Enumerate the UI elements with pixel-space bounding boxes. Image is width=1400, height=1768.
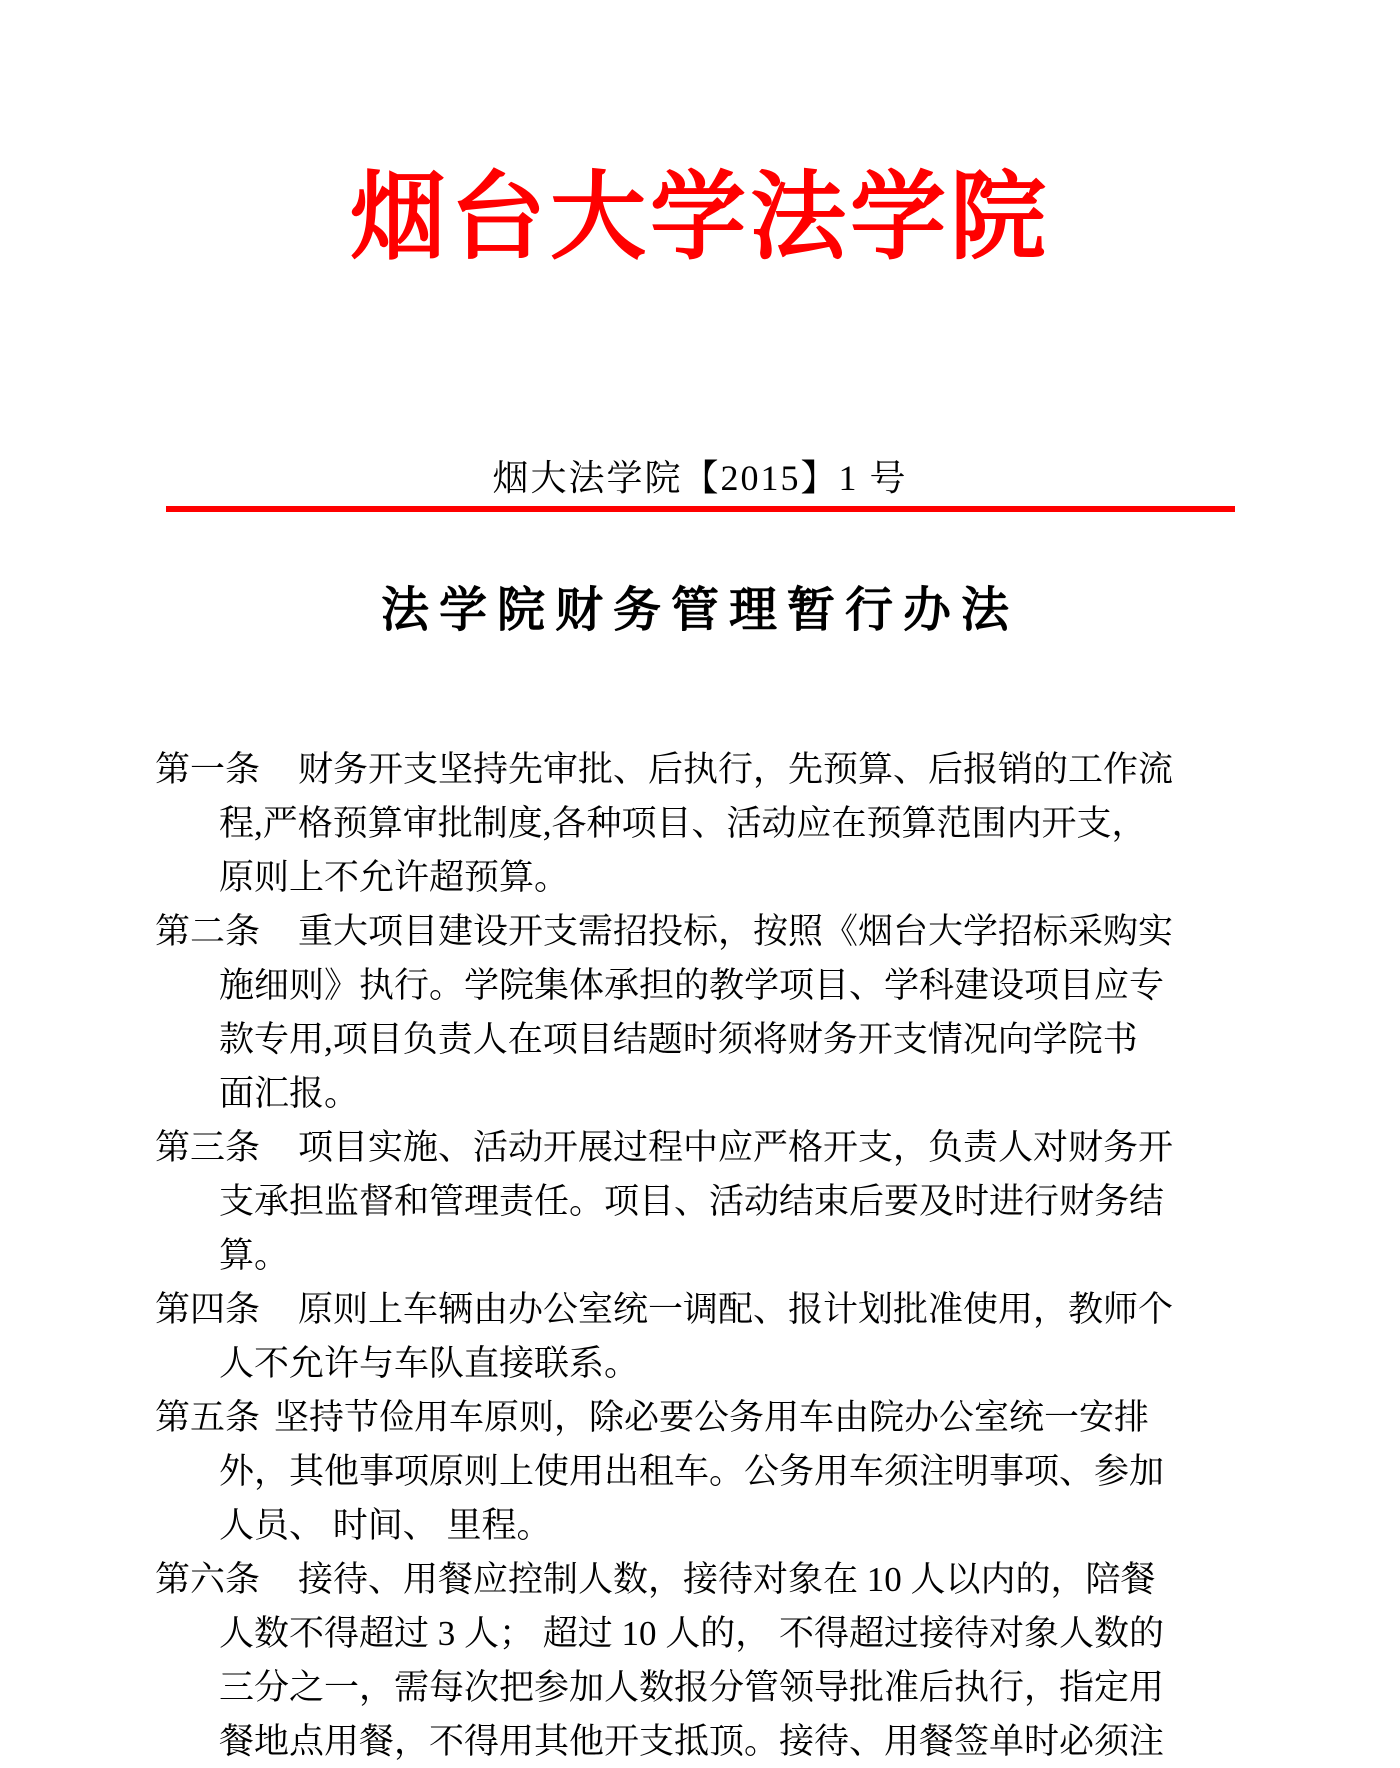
- red-divider-rule: [166, 506, 1235, 512]
- article-5-text: 坚持节俭用车原则，除必要公务用车由院办公室统一安排: [274, 1398, 1150, 1437]
- articles-body: [0, 743, 1400, 1768]
- article-2-line-3: 款专用,项目负责人在项目结题时须将财务开支情况向学院书: [219, 1020, 1138, 1059]
- article-4-text: 原则上车辆由办公室统一调配、报计划批准使用，教师个: [298, 1290, 1174, 1329]
- article-5-line-1: [155, 1391, 1280, 1445]
- article-3-line-1: [155, 1121, 1280, 1175]
- article-3: [155, 1121, 1280, 1283]
- article-5-number: 第五条: [155, 1398, 261, 1437]
- article-2: [155, 905, 1280, 1121]
- article-6-line-1: [155, 1553, 1280, 1607]
- doc-number: 烟大法学院【2015】1 号: [492, 458, 908, 498]
- letterhead-title: 烟台大学法学院: [350, 164, 1050, 271]
- article-1-number: 第一条: [155, 750, 261, 789]
- article-2-line-2: 施细则》执行。学院集体承担的教学项目、学科建设项目应专: [219, 966, 1165, 1005]
- article-1-line-3: 原则上不允许超预算。: [219, 858, 570, 897]
- article-6-line-4: 餐地点用餐，不得用其他开支抵顶。接待、用餐签单时必须注: [219, 1722, 1165, 1761]
- article-2-number: 第二条: [155, 912, 261, 951]
- article-6-line-2: 人数不得超过 3 人； 超过 10 人的， 不得超过接待对象人数的: [219, 1614, 1165, 1653]
- article-4-line-2: 人不允许与车队直接联系。: [219, 1344, 640, 1383]
- article-3-text: 项目实施、活动开展过程中应严格开支，负责人对财务开: [298, 1128, 1174, 1167]
- article-3-number: 第三条: [155, 1128, 261, 1167]
- article-1-text: 财务开支坚持先审批、后执行，先预算、后报销的工作流: [298, 750, 1174, 789]
- article-2-line-4: 面汇报。: [219, 1074, 360, 1113]
- article-3-line-2: 支承担监督和管理责任。项目、活动结束后要及时进行财务结: [219, 1182, 1165, 1221]
- article-5: [155, 1391, 1280, 1553]
- article-6-text: 接待、用餐应控制人数，接待对象在 10 人以内的，陪餐: [298, 1560, 1156, 1599]
- article-2-line-1: [155, 905, 1280, 959]
- article-5-line-2: 外，其他事项原则上使用出租车。公务用车须注明事项、参加: [219, 1452, 1165, 1491]
- article-1: [155, 743, 1280, 905]
- article-6-number: 第六条: [155, 1560, 261, 1599]
- article-5-line-3: 人员、 时间、 里程。: [219, 1506, 552, 1545]
- article-1-line-2: 程,严格预算审批制度,各种项目、活动应在预算范围内开支，: [219, 804, 1147, 843]
- article-4-number: 第四条: [155, 1290, 261, 1329]
- article-6: [155, 1553, 1280, 1768]
- article-6-line-3: 三分之一，需每次把参加人数报分管领导批准后执行，指定用: [219, 1668, 1165, 1707]
- document-title: 法学院财务管理暂行办法: [380, 584, 1019, 637]
- article-3-line-3: 算。: [219, 1236, 290, 1275]
- article-4: [155, 1283, 1280, 1391]
- article-4-line-1: [155, 1283, 1280, 1337]
- article-2-text: 重大项目建设开支需招投标，按照《烟台大学招标采购实: [298, 912, 1174, 951]
- article-1-line-1: [155, 743, 1280, 797]
